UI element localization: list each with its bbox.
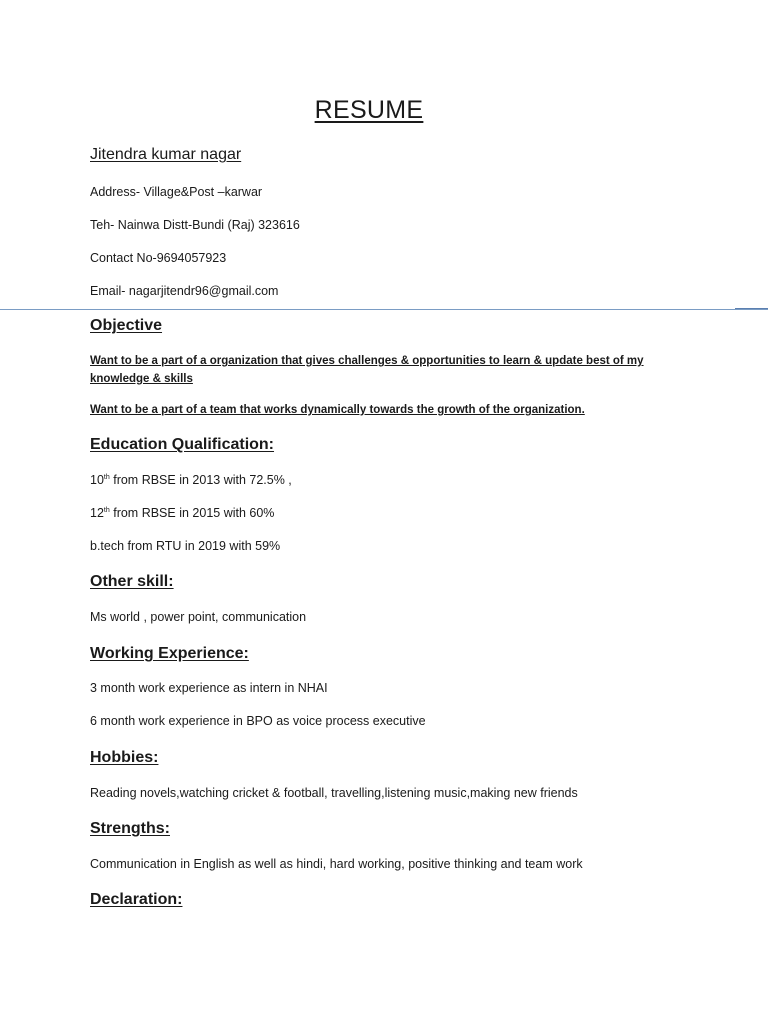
education-detail: b.tech from RTU in 2019 with 59% <box>90 539 281 553</box>
objective-line-2: knowledge & skills <box>90 373 193 385</box>
hobbies-text: Reading novels,watching cricket & football, travelling,listening music,making new friends <box>90 786 578 800</box>
email-line: Email- nagarjitendr96@gmail.com <box>90 284 279 298</box>
contact-number-line: Contact No-9694057923 <box>90 251 227 265</box>
skills-heading <box>90 573 174 591</box>
experience-item: 6 month work experience in BPO as voice process executive <box>90 714 426 728</box>
education-heading: Education Qualification: <box>90 436 275 453</box>
education-item <box>90 506 274 520</box>
address-line: Address- Village&Post –karwar <box>90 185 263 199</box>
education-item <box>90 539 280 553</box>
objective-line-1: Want to be a part of a organization that gives challenges & opportunities to learn & update best of my <box>90 355 644 367</box>
experience-heading: Working Experience: <box>90 645 249 662</box>
horizontal-divider <box>0 309 768 310</box>
candidate-name: Jitendra kumar nagar <box>90 146 242 163</box>
objective-line-3: Want to be a part of a team that works dynamically towards the growth of the organization. <box>90 404 585 416</box>
experience-item: 3 month work experience as intern in NHAI <box>90 681 328 695</box>
tehsil-line: Teh- Nainwa Distt-Bundi (Raj) 323616 <box>90 218 300 232</box>
education-grade: 10 <box>90 473 104 487</box>
strengths-heading: Strengths: <box>90 820 170 837</box>
skills-heading-text: Other skill: <box>90 573 174 590</box>
education-detail: from RBSE in 2015 with 60% <box>109 506 275 520</box>
skills-text: Ms world , power point, communication <box>90 610 307 624</box>
education-detail: from RBSE in 2013 with 72.5% , <box>109 473 292 487</box>
education-item <box>90 473 292 487</box>
education-grade: 12 <box>90 506 104 520</box>
strengths-text: Communication in English as well as hindi, hard working, positive thinking and team work <box>90 857 583 871</box>
hobbies-heading: Hobbies: <box>90 749 159 766</box>
horizontal-divider-accent <box>735 308 768 309</box>
objective-heading: Objective <box>90 317 163 334</box>
education-grade-suffix: th <box>103 506 110 514</box>
declaration-heading: Declaration: <box>90 891 183 908</box>
education-grade-suffix: th <box>103 473 110 481</box>
page-title: RESUME <box>314 96 424 124</box>
